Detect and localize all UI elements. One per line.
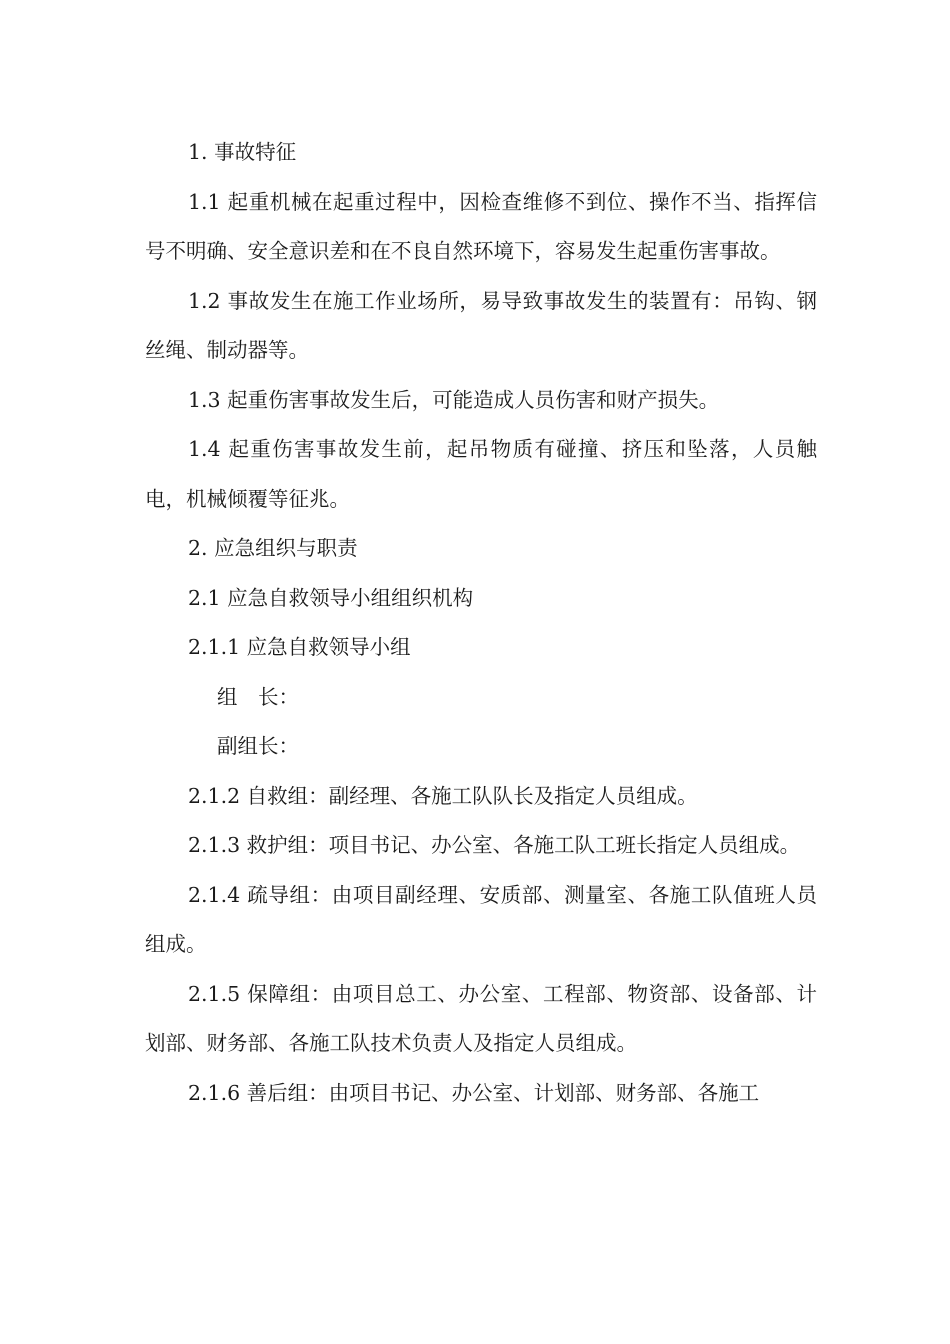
paragraph-2-1-4: 2.1.4 疏导组：由项目副经理、安质部、测量室、各施工队值班人员组成。	[145, 882, 817, 956]
deputy-leader-line: 副组长：	[217, 734, 299, 758]
heading-2-1-1: 2.1.1 应急自救领导小组	[188, 635, 411, 659]
paragraph-1-4: 1.4 起重伤害事故发生前，起吊物质有碰撞、挤压和坠落，人员触电，机械倾覆等征兆。	[145, 437, 817, 511]
team-leader-line: 组 长：	[217, 684, 299, 709]
paragraph-1-3: 1.3 起重伤害事故发生后，可能造成人员伤害和财产损失。	[188, 387, 720, 412]
paragraph-2-1-6: 2.1.6 善后组：由项目书记、办公室、计划部、财务部、各施工	[188, 1080, 760, 1105]
paragraph-1-1: 1.1 起重机械在起重过程中，因检查维修不到位、操作不当、指挥信号不明确、安全意识差和在不良自然环境下，容易发生起重伤害事故。	[145, 189, 817, 263]
paragraph-1-2: 1.2 事故发生在施工作业场所，易导致事故发生的装置有：吊钩、钢丝绳、制动器等。	[145, 288, 817, 362]
document-body	[145, 128, 817, 1118]
heading-2-1: 2.1 应急自救领导小组组织机构	[188, 585, 474, 610]
paragraph-2-1-5: 2.1.5 保障组：由项目总工、办公室、工程部、物资部、设备部、计划部、财务部、各施工队技术负责人及指定人员组成。	[145, 981, 817, 1055]
heading-accident-features: 1. 事故特征	[188, 140, 297, 164]
paragraph-2-1-2: 2.1.2 自救组：副经理、各施工队队长及指定人员组成。	[188, 783, 698, 808]
paragraph-2-1-3: 2.1.3 救护组：项目书记、办公室、各施工队工班长指定人员组成。	[188, 833, 801, 857]
heading-emergency-organization: 2. 应急组织与职责	[188, 536, 358, 560]
